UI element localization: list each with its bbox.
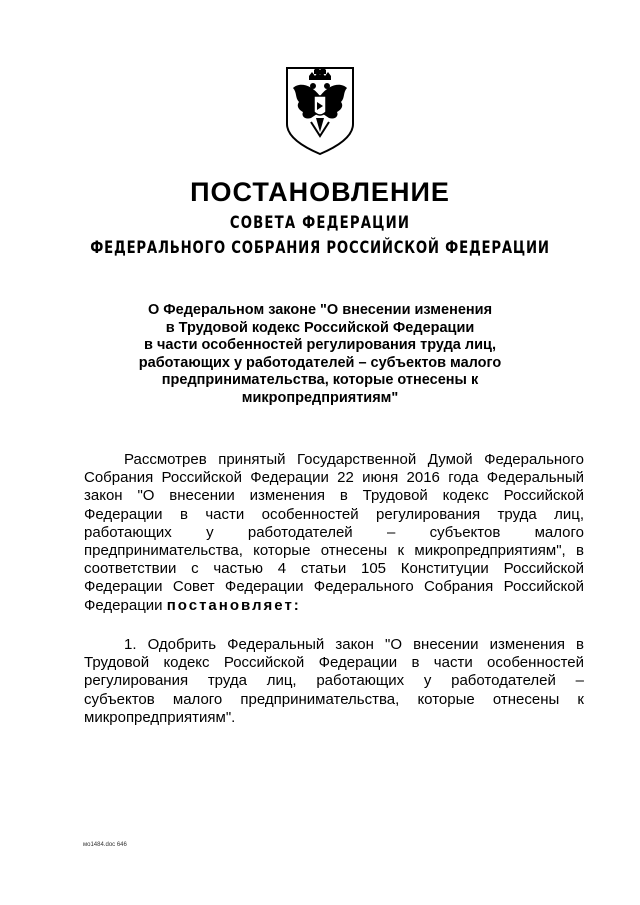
paragraph-line: работающих у работодателей – субъектов малого bbox=[84, 523, 584, 541]
law-title-line: в части особенностей регулирования труда лиц, bbox=[144, 337, 496, 353]
paragraph-line: Федерации Совет Федерации Федерального Собрания Российской bbox=[84, 578, 584, 596]
paragraph-line: соответствии с частью 4 статьи 105 Конституции Российской bbox=[84, 560, 584, 578]
law-title-line: О Федеральном законе "О внесении изменения bbox=[147, 302, 493, 318]
paragraph-line: закон "О внесении изменения в Трудовой кодекс Российской bbox=[84, 487, 584, 505]
paragraph-line: Федерации в части особенностей регулирования труда лиц, bbox=[84, 505, 584, 523]
resolution-keyword: постановляет: bbox=[166, 596, 301, 614]
resolution-item-1 bbox=[84, 636, 584, 727]
paragraph-line: предпринимательства, которые отнесены к микропредприятиям", в bbox=[84, 542, 584, 560]
paragraph-line: 1. Одобрить Федеральный закон "О внесении изменения в bbox=[124, 636, 584, 653]
paragraph-line: Рассмотрев принятый Государственной Думой Федерального bbox=[124, 451, 584, 468]
document-title: ПОСТАНОВЛЕНИЕ bbox=[190, 177, 450, 207]
paragraph-line bbox=[84, 597, 584, 615]
paragraph-line: субъектов малого предпринимательства, которые отнесены к bbox=[84, 690, 584, 708]
coat-of-arms-icon bbox=[283, 66, 357, 156]
law-title-line: предпринимательства, которые отнесены к bbox=[161, 372, 479, 388]
law-title-line: микропредприятиям" bbox=[241, 389, 399, 406]
paragraph-line: Собрания Российской Федерации 22 июня 2016 года Федеральный bbox=[84, 469, 584, 487]
law-title bbox=[110, 302, 530, 407]
law-title-line: в Трудовой кодекс Российской Федерации bbox=[165, 319, 475, 336]
paragraph-line: микропредприятиям". bbox=[84, 708, 236, 726]
law-title-line: работающих у работодателей – субъектов малого bbox=[138, 354, 502, 371]
preamble-paragraph bbox=[84, 451, 584, 615]
paragraph-line: Трудовой кодекс Российской Федерации в части особенностей bbox=[84, 654, 584, 672]
paragraph-line: регулирования труда лиц, работающих у работодателей – bbox=[84, 672, 584, 690]
issuer-line-1: СОВЕТА ФЕДЕРАЦИИ bbox=[229, 213, 411, 233]
document-file-code: мо1484.doc 646 bbox=[83, 842, 127, 848]
paragraph-line-text: Федерации bbox=[84, 596, 167, 614]
issuer-line-2: ФЕДЕРАЛЬНОГО СОБРАНИЯ РОССИЙСКОЙ ФЕДЕРАЦИИ bbox=[90, 238, 550, 258]
